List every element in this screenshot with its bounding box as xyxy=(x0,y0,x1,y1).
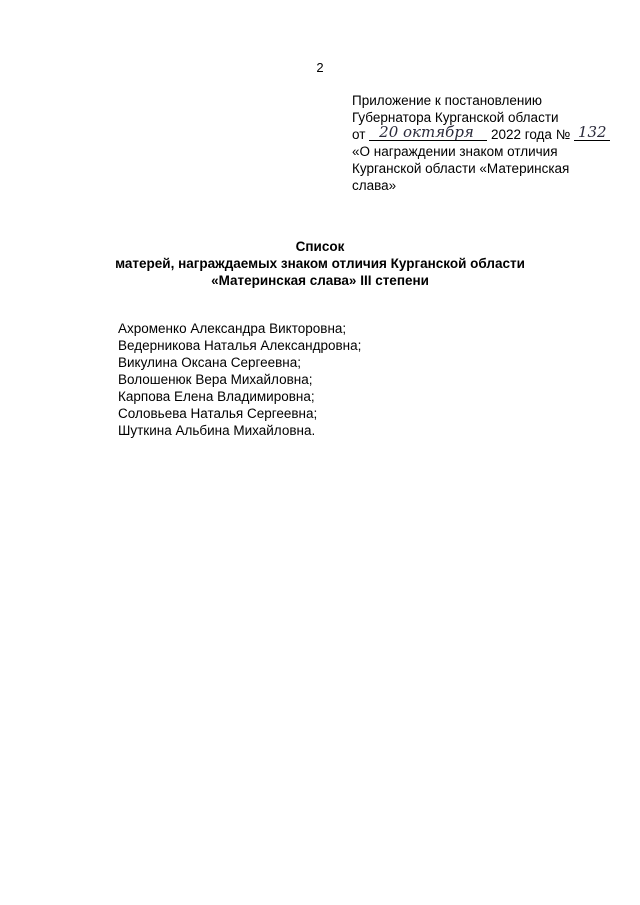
from-label: от xyxy=(352,127,366,142)
title-line-1: Список xyxy=(295,239,345,254)
handwritten-date: 20 октября xyxy=(369,125,487,141)
year-text: 2022 года № xyxy=(490,127,571,142)
list-item: Соловьева Наталья Сергеевна; xyxy=(118,406,318,421)
list-item: Шуткина Альбина Михайловна. xyxy=(118,423,316,438)
appendix-line-5: Курганской области «Материнская xyxy=(352,161,570,176)
list-item: Волошенюк Вера Михайловна; xyxy=(118,372,313,387)
appendix-line-1: Приложение к постановлению xyxy=(352,93,543,108)
appendix-header xyxy=(352,92,632,194)
document-title xyxy=(0,238,640,289)
page-number: 2 xyxy=(316,60,324,75)
title-line-3: «Материнская слава» III степени xyxy=(211,273,429,288)
list-item: Карпова Елена Владимировна; xyxy=(118,389,315,404)
appendix-line-2: Губернатора Курганской области xyxy=(352,110,559,125)
list-item: Ахроменко Александра Викторовна; xyxy=(118,321,347,336)
appendix-date-line xyxy=(352,123,632,143)
appendix-line-6: слава» xyxy=(352,178,397,193)
title-line-2: матерей, награждаемых знаком отличия Курганской области xyxy=(115,256,525,271)
appendix-line-4: «О награждении знаком отличия xyxy=(352,144,558,159)
list-item: Викулина Оксана Сергеевна; xyxy=(118,355,302,370)
list-item: Ведерникова Наталья Александровна; xyxy=(118,338,362,353)
names-list xyxy=(118,320,361,439)
handwritten-number: 132 xyxy=(574,125,610,141)
